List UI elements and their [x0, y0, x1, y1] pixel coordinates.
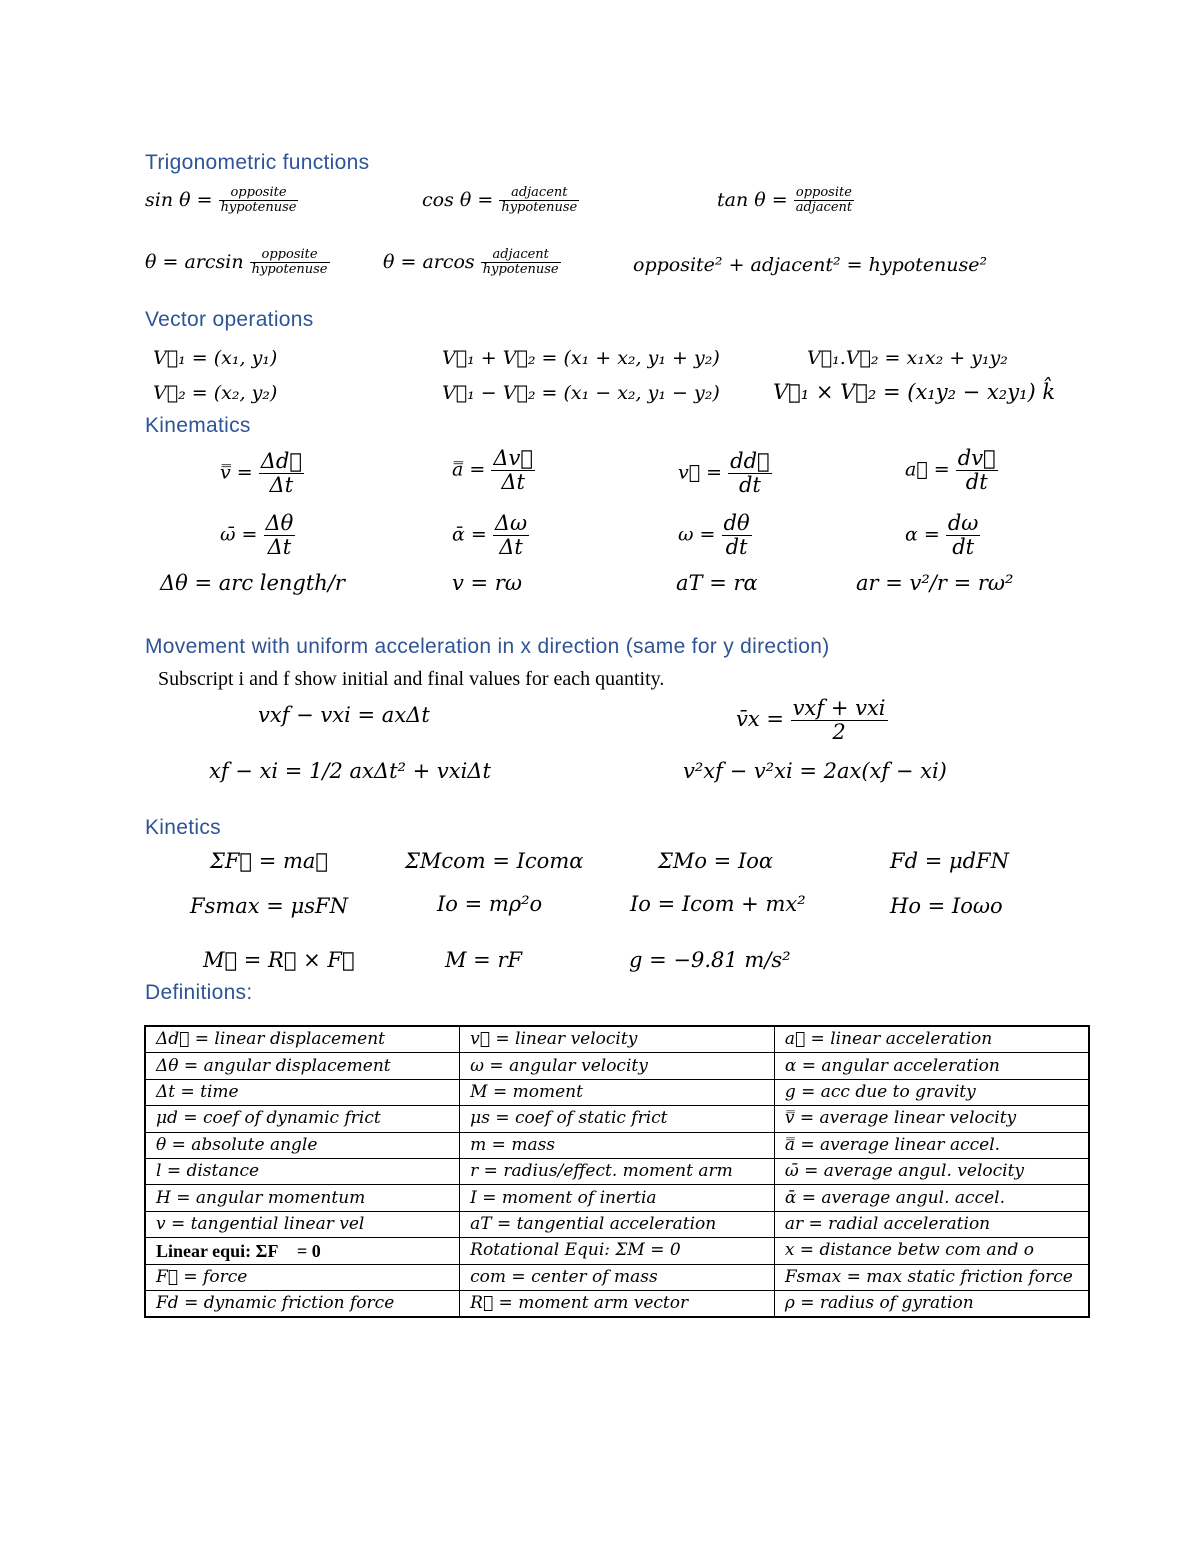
definition-cell: μs = coef of static frict — [460, 1106, 775, 1132]
definitions-table — [144, 1025, 1090, 1318]
average-velocity-eq: v̿ = $\frac{\Delta d⃗}{\Delta t}$ — [220, 449, 302, 498]
heading-definitions: Definitions: — [145, 981, 253, 1004]
tangential-acceleration-eq: aT = rα — [676, 571, 758, 595]
definition-cell: v = tangential linear vel — [145, 1211, 460, 1237]
velocity-derivative-eq: v⃗ = $\frac{dd⃗}{dt}$ — [678, 449, 770, 498]
static-friction-max-eq: Fsmax = μsFN — [190, 894, 348, 918]
definition-cell: ᾱ = average angul. accel. — [774, 1185, 1089, 1211]
definition-cell: Linear equi: ΣF⃗ = 0 — [145, 1238, 460, 1264]
definition-cell: Δθ = angular displacement — [145, 1053, 460, 1079]
definition-cell: Fd = dynamic friction force — [145, 1290, 460, 1317]
vector-difference: V⃗₁ − V⃗₂ = (x₁ − x₂, y₁ − y₂) — [442, 382, 720, 404]
definition-cell: α = angular acceleration — [774, 1053, 1089, 1079]
average-acceleration-eq: a̿ = $\frac{\Delta v⃗}{\Delta t}$ — [452, 446, 533, 495]
definition-cell: x = distance betw com and o — [774, 1238, 1089, 1264]
table-row — [145, 1079, 1089, 1105]
table-row — [145, 1132, 1089, 1158]
moment-of-inertia-gyration-eq: Io = mρ²o — [437, 892, 543, 916]
average-angular-acceleration-eq: ᾱ = $\frac{\Delta\omega}{\Delta t}$ — [452, 511, 528, 560]
table-row — [145, 1264, 1089, 1290]
definition-cell: Fsmax = max static friction force — [774, 1264, 1089, 1290]
table-row — [145, 1106, 1089, 1132]
definition-cell: m = mass — [460, 1132, 775, 1158]
newton-second-law-eq: ΣF⃗ = ma⃗ — [210, 849, 329, 873]
definition-cell: F⃗ = force — [145, 1264, 460, 1290]
moment-cross-product-eq: M⃗ = R⃗ × F⃗ — [203, 948, 355, 972]
angular-velocity-derivative-eq: ω = $\frac{d\theta}{dt}$ — [678, 511, 750, 560]
heading-trigonometric-functions: Trigonometric functions — [145, 151, 370, 174]
table-row — [145, 1053, 1089, 1079]
angular-momentum-eq: Ho = Ioωo — [890, 894, 1003, 918]
pythagoras-equation: opposite² + adjacent² = hypotenuse² — [633, 254, 988, 276]
parallel-axis-eq: Io = Icom + mx² — [630, 892, 806, 916]
definition-cell: I = moment of inertia — [460, 1185, 775, 1211]
vector-v2: V⃗₂ = (x₂, y₂) — [153, 382, 278, 404]
heading-movement: Movement with uniform acceleration in x direction (same for y direction) — [145, 635, 830, 658]
sin-equation: sin θ = $\frac{\text{opposite}}{\text{hypotenuse}}$ — [145, 185, 297, 216]
definition-cell: ar = radial acceleration — [774, 1211, 1089, 1237]
vector-sum: V⃗₁ + V⃗₂ = (x₁ + x₂, y₁ + y₂) — [442, 347, 720, 369]
moment-scalar-eq: M = rF — [445, 948, 523, 972]
definition-cell: ρ = radius of gyration — [774, 1290, 1089, 1317]
table-row — [145, 1185, 1089, 1211]
definition-cell: R⃗ = moment arm vector — [460, 1290, 775, 1317]
definition-cell: M = moment — [460, 1079, 775, 1105]
definition-cell: com = center of mass — [460, 1264, 775, 1290]
average-angular-velocity-eq: ω̄ = $\frac{\Delta\theta}{\Delta t}$ — [220, 511, 294, 560]
tangential-velocity-eq: v = rω — [452, 571, 522, 595]
definition-cell: Rotational Equi: ΣM = 0 — [460, 1238, 775, 1264]
acceleration-derivative-eq: a⃗ = $\frac{dv⃗}{dt}$ — [905, 446, 996, 495]
arcos-equation: θ = arcos $\frac{\text{adjacent}}{\text{hypotenuse}}$ — [383, 247, 559, 278]
definition-cell: a̿ = average linear accel. — [774, 1132, 1089, 1158]
table-row — [145, 1238, 1089, 1264]
position-eq: xf − xi = 1/2 axΔt² + vxiΔt — [209, 759, 491, 783]
definition-cell: g = acc due to gravity — [774, 1079, 1089, 1105]
cos-equation: cos θ = $\frac{\text{adjacent}}{\text{hypotenuse}}$ — [422, 185, 578, 216]
definition-cell: aT = tangential acceleration — [460, 1211, 775, 1237]
table-row — [145, 1026, 1089, 1053]
table-row — [145, 1290, 1089, 1317]
definition-cell: H = angular momentum — [145, 1185, 460, 1211]
average-velocity-x-eq: v̄x = $\frac{\text{vxf + vxi}}{2}$ — [736, 696, 886, 745]
arc-length-eq: Δθ = arc length/r — [160, 571, 345, 595]
vector-dot-product: V⃗₁.V⃗₂ = x₁x₂ + y₁y₂ — [807, 347, 1008, 369]
heading-vector-operations: Vector operations — [145, 308, 314, 331]
table-row — [145, 1211, 1089, 1237]
tan-equation: tan θ = $\frac{\text{opposite}}{\text{adjacent}}$ — [717, 185, 853, 216]
vector-v1: V⃗₁ = (x₁, y₁) — [153, 347, 278, 369]
heading-kinetics: Kinetics — [145, 816, 221, 839]
definition-cell: μd = coef of dynamic frict — [145, 1106, 460, 1132]
gravity-eq: g = −9.81 m/s² — [629, 948, 791, 972]
definition-cell: Δt = time — [145, 1079, 460, 1105]
velocity-squared-eq: v²xf − v²xi = 2ax(xf − xi) — [683, 759, 947, 783]
table-row — [145, 1158, 1089, 1184]
definition-cell: a⃗ = linear acceleration — [774, 1026, 1089, 1053]
definition-cell: ω = angular velocity — [460, 1053, 775, 1079]
angular-acceleration-derivative-eq: α = $\frac{d\omega}{dt}$ — [905, 511, 979, 560]
arcsin-equation: θ = arcsin $\frac{\text{opposite}}{\text{hypotenuse}}$ — [145, 247, 328, 278]
heading-kinematics: Kinematics — [145, 414, 251, 437]
velocity-change-eq: vxf − vxi = axΔt — [258, 703, 430, 727]
definition-cell: ω̄ = average angul. velocity — [774, 1158, 1089, 1184]
dynamic-friction-eq: Fd = μdFN — [890, 849, 1009, 873]
subscript-note: Subscript i and f show initial and final values for each quantity. — [158, 668, 665, 690]
definition-cell: θ = absolute angle — [145, 1132, 460, 1158]
definition-cell: r = radius/effect. moment arm — [460, 1158, 775, 1184]
definition-cell: Δd⃗ = linear displacement — [145, 1026, 460, 1053]
moment-com-eq: ΣMcom = Icomα — [405, 849, 584, 873]
moment-o-eq: ΣMo = Ioα — [658, 849, 774, 873]
radial-acceleration-eq: ar = v²/r = rω² — [856, 571, 1014, 595]
definition-cell: l = distance — [145, 1158, 460, 1184]
vector-cross-product: V⃗₁ × V⃗₂ = (x₁y₂ − x₂y₁) k̂ — [773, 380, 1056, 404]
definition-cell: v̿ = average linear velocity — [774, 1106, 1089, 1132]
definition-cell: v⃗ = linear velocity — [460, 1026, 775, 1053]
